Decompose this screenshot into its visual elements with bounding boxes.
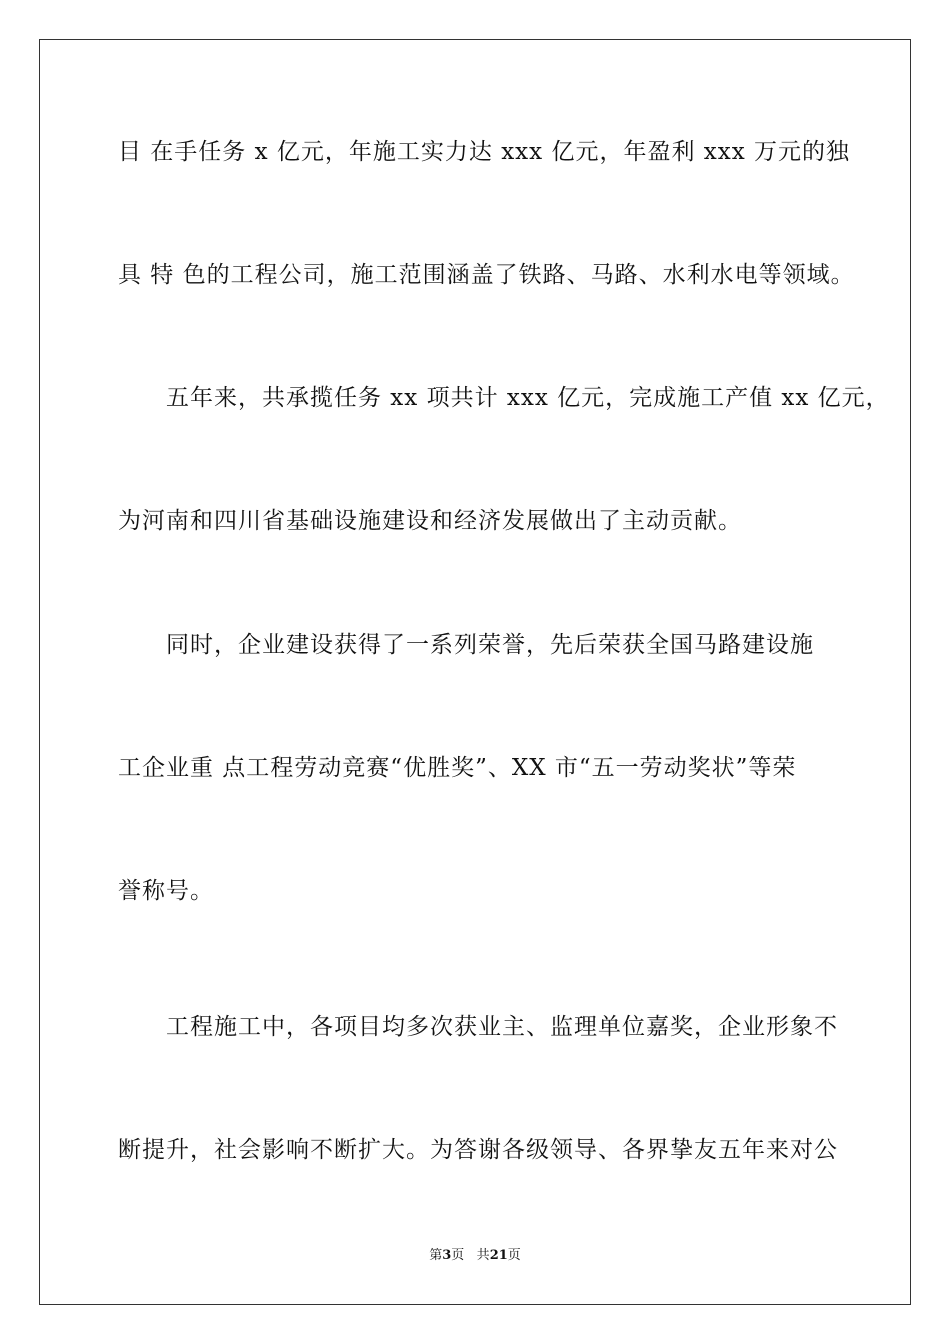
text-line: 五年来，共承揽任务 xx 项共计 xxx 亿元，完成施工产值 xx 亿元， <box>118 385 890 411</box>
total-label-prefix: 共 <box>476 1248 490 1263</box>
total-pages-number: 21 <box>489 1248 508 1263</box>
page-footer <box>0 1248 950 1264</box>
current-page-number: 3 <box>442 1248 452 1263</box>
text-line: 工程施工中，各项目均多次获业主、监理单位嘉奖，企业形象不 <box>118 1014 838 1040</box>
text-line: 断提升，社会影响不断扩大。为答谢各级领导、各界挚友五年来对公 <box>118 1137 838 1163</box>
text-line: 具 特 色的工程公司，施工范围涵盖了铁路、马路、水利水电等领域。 <box>118 262 855 288</box>
text-line: 工企业重 点工程劳动竞赛“优胜奖”、XX 市“五一劳动奖状”等荣 <box>118 755 797 781</box>
page-label-suffix: 页 <box>451 1248 465 1263</box>
text-line: 为河南和四川省基础设施建设和经济发展做出了主动贡献。 <box>118 508 742 534</box>
page-border <box>39 39 911 1305</box>
total-label-suffix: 页 <box>507 1248 521 1263</box>
page-label-prefix: 第 <box>429 1248 443 1263</box>
text-line: 同时，企业建设获得了一系列荣誉，先后荣获全国马路建设施 <box>118 632 814 658</box>
text-line: 誉称号。 <box>118 878 214 904</box>
text-line: 目 在手任务 x 亿元，年施工实力达 xxx 亿元，年盈利 xxx 万元的独 <box>118 139 850 165</box>
